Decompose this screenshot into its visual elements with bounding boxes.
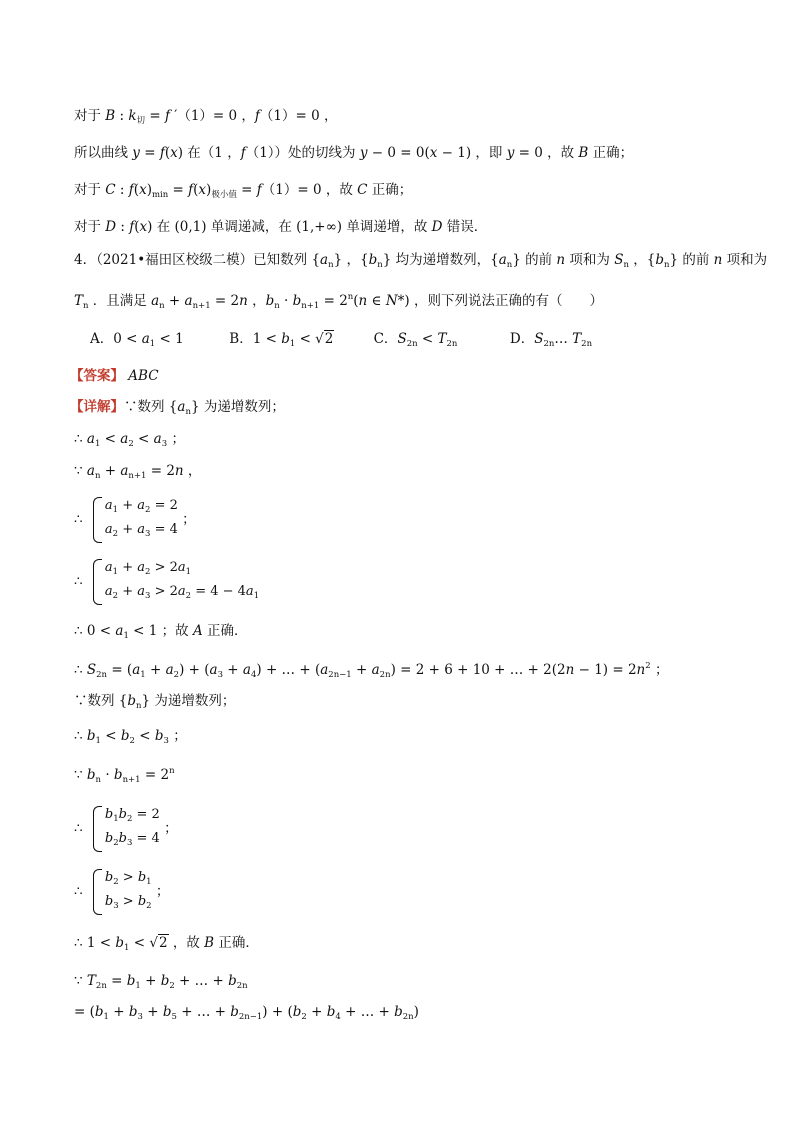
line-d-monotonic: 对于 D : f(x) 在 (0,1) 单调递减，在 (1,+∞) 单调递增，故 D 错误． [74,219,488,235]
step-a-system-1: ∴ $a_1 + a_2 = 2$ $a_2 + a_3 = 4$ ； [74,496,196,544]
option-c: C．$S_{2n} < T_{2n}$ [373,331,458,349]
step-a-recurrence: ∵ $a_n + a_{n+1} = 2n$ ， [74,463,202,481]
step-t2n: ∵ $T_{2n} = b_1 + b_2$ + … + $b_{2n}$ [74,973,248,991]
step-b-recurrence: ∵ $b_n \cdot b_{n+1} = 2^n$ [74,766,175,785]
detail-tag: 【详解】 [70,399,124,415]
answer-value: ABC [128,368,159,384]
step-b-increasing: ∵数列 $\{b_n\}$ 为递增数列； [74,693,236,711]
brace-system: $a_1 + a_2 > 2a_1$ $a_2 + a_3 > 2a_2 = 4 - 4a_1$ [91,558,259,606]
detail-line-1: 【详解】∵数列 $\{a_n\}$ 为递增数列； [70,399,285,417]
step-t2n-split: = ($b_1 + b_3 + b_5$ + … + $b_{2n-1}) + (b_2 + b_4$ + … + $b_{2n}$) [74,1004,419,1022]
answer-line [70,367,159,385]
step-a-order: ∴ $a_1 < a_2 < a_3$ ； [74,431,185,449]
option-b: B．$1 < b_1 < √2$ [229,331,334,349]
step-s2n: ∴ $S_{2n} = (a_1 + a_2) + (a_3 + a_4)$ + … + $(a_{2n-1} + a_{2n}) = 2 + 6 + 10$ + … + $2(2n - 1) = 2n^2$ ； [74,661,669,680]
line-c-min: 对于 C : $f(x)_{min} = f(x)_{极小值} = f(1)= 0$ ，故 C 正确； [74,182,413,200]
brace-system: $a_1 + a_2 = 2$ $a_2 + a_3 = 4$ [91,496,178,544]
line-tangent: 所以曲线 y = f(x) 在（1 ，f（1））处的切线为 y − 0 = 0(x − 1) ，即 y = 0 ，故 B 正确； [74,145,634,161]
step-b-conclusion: ∴ $1 < b_1 < √2$ ，故 B 正确． [74,935,259,953]
options-row [90,330,592,353]
step-a-conclusion: ∴ $0 < a_1 < 1$ ；故 A 正确． [74,623,248,641]
option-a: A．$0 < a_1 < 1$ [90,331,184,349]
step-a-system-2: ∴ $a_1 + a_2 > 2a_1$ $a_2 + a_3 > 2a_2 = 4 - 4a_1$ [74,558,259,606]
step-b-system-2: ∴ $b_2 > b_1$ $b_3 > b_2$ ； [74,868,169,916]
step-b-order: ∴ $b_1 < b_2 < b_3$ ； [74,728,187,746]
step-b-system-1: ∴ $b_1b_2 = 2$ $b_2b_3 = 4$ ； [74,805,178,853]
problem-4-line-1: 4．（2021•福田区校级二模）已知数列 $\{a_n\}$ ，$\{b_n\}$ 均为递增数列，$\{a_n\}$ 的前 n 项和为 $S_n$ ，$\{b_n\}$ 的前 n 项和为 [74,252,768,270]
problem-4-line-2: $T_n$ ．且满足 $a_n + a_{n+1} = 2n$ ，$b_n \cdot b_{n+1} = 2^n(n$ ∈ N*) ，则下列说法正确的有（ ） [74,292,603,311]
brace-system: $b_2 > b_1$ $b_3 > b_2$ [91,868,152,916]
answer-tag: 【答案】 [70,368,124,384]
option-d: D．$S_{2n}\dots$ $T_{2n}$ [509,331,593,349]
brace-system: $b_1b_2 = 2$ $b_2b_3 = 4$ [91,805,160,853]
line-b-derivative: 对于 B : $k_切 = f$ ′（1）= 0 ，f（1）= 0 ， [74,108,338,126]
